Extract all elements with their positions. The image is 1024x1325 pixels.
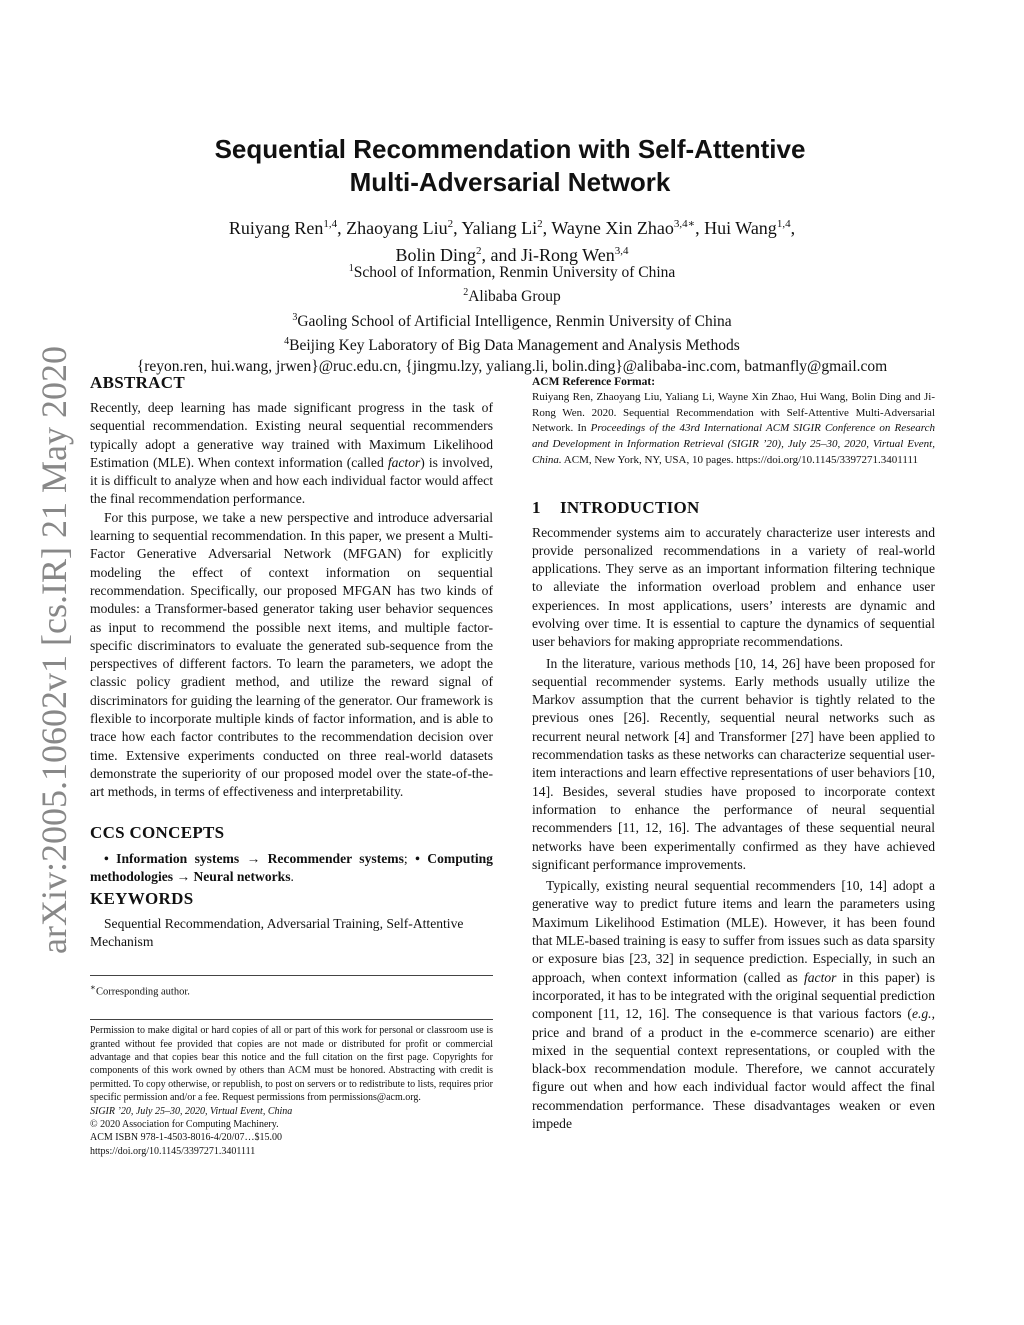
affiliation-item: $^4$Beijing Key Laboratory of Big Data Management and Analysis Methods	[284, 336, 740, 355]
author-affil-mark: 1,4	[776, 218, 791, 230]
paper-title	[120, 133, 900, 199]
author-affil-mark: 2	[476, 245, 482, 257]
author-name: , and Ji-Rong Wen	[481, 245, 615, 265]
right-column	[532, 376, 935, 1133]
arxiv-stamp-text: arXiv:2005.10602v1 [cs.IR] 21 May 2020	[34, 346, 75, 954]
paper-title-line-1: Sequential Recommendation with Self-Attentive	[214, 134, 806, 164]
footnote-rule	[90, 975, 493, 976]
affiliation-item: $^1$School of Information, Renmin University of China	[348, 263, 676, 282]
doi-link[interactable]: https://doi.org/10.1145/3397271.3401111	[90, 1145, 256, 1157]
permission-rule	[90, 1019, 493, 1020]
author-name: Bolin Ding	[395, 245, 477, 265]
affiliation-list	[60, 259, 964, 377]
acm-reference-heading: ACM Reference Format:	[532, 376, 656, 388]
author-emails: {reyon.ren, hui.wang, jrwen}@ruc.edu.cn, {jingmu.lzy, yaliang.li, bolin.ding}@alibaba-inc.com, batmanfly@gmail.com	[136, 357, 888, 375]
abstract-paragraph-2: For this purpose, we take a new perspective and introduce adversarial learning to sequential recommendation. In this paper, we present a Multi-Factor Generative Adversarial Network (MFGAN) for explicitly modeling the effect of context information on sequential recommendation. Specifically, our proposed MFGAN has two kinds of modules: a Transformer-based generator taking user behavior sequences as input to recommend the possible next items, and multiple factor-specific discriminators to evaluate the generated sub-sequence from the perspectives of different factors. To learn the parameters, we adopt the classic policy gradient method, and utilize the reward signal of discriminators for guiding the learning of the generator. Our framework is flexible to incorporate multiple kinds of factor information, and is able to trace how each factor contributes to the recommendation decision over time. Extensive experiments conducted on three real-world datasets demonstrate the superiority of our proposed model over the state-of-the-art methods, in terms of effectiveness and interpretability.	[90, 509, 493, 800]
section-number: 1	[532, 497, 541, 517]
author-name: Ruiyang Ren	[228, 218, 324, 238]
abstract-heading: ABSTRACT	[90, 373, 185, 392]
author-affil-mark: 2	[537, 218, 543, 230]
author-affil-mark: 3,4	[614, 245, 629, 257]
keywords-text: Sequential Recommendation, Adversarial Training, Self-Attentive Mechanism	[90, 916, 464, 950]
ccs-heading: CCS CONCEPTS	[90, 822, 225, 842]
author-line-1	[100, 213, 924, 240]
author-name: , Zhaoyang Liu	[337, 218, 448, 238]
author-affil-mark: 1,4	[323, 218, 338, 230]
left-column	[90, 372, 493, 1158]
arxiv-stamp	[22, 346, 86, 954]
acm-reference-text: Ruiyang Ren, Zhaoyang Liu, Yaliang Li, Wayne Xin Zhao, Hui Wang, Bolin Ding and Ji-Rong Wen. 2020. Sequential Recommendation with Self-Attentive Multi-Adversarial Network. In Proceedings of the 43rd International ACM SIGIR Conference on Research and Development in Information Retrieval (SIGIR ’20), July 25–30, 2020, Virtual Event, China. ACM, New York, NY, USA, 10 pages. https://doi.org/10.1145/3397271.3401111	[532, 391, 935, 466]
author-name: , Wayne Xin Zhao	[542, 218, 674, 238]
author-affil-mark: 2	[447, 218, 454, 230]
intro-paragraph-3: Typically, existing neural sequential recommenders [10, 14] adopt a generative way to predict future items and learn the parameters using Maximum Likelihood Estimation (MLE). However, it has been found that MLE-based training is easy to suffer from issues such as data sparsity or exposure bias [23, 32] in sequence prediction. Especially, in such an approach, when context information (called as factor in this paper) is incorporated, it has to be integrated with the original sequential prediction component [11, 12, 16]. The consequence is that various factors (e.g., price and brand of a product in the e-commerce scenario) are either mixed in the sequential context representations, or coupled with the black-box recommendation module. Therefore, we cannot accurately figure out when and how each individual factor would affect the final recommendation performance. These disadvantages weaken or even impede	[532, 878, 935, 1132]
affiliation-item: $^2$Alibaba Group	[463, 287, 561, 306]
conference-venue: SIGIR ’20, July 25–30, 2020, Virtual Event, China	[90, 1105, 293, 1117]
introduction-heading	[532, 497, 935, 519]
footnote: ∗Corresponding author.	[90, 981, 190, 998]
keywords-heading: KEYWORDS	[90, 889, 194, 909]
copyright-line: © 2020 Association for Computing Machinery.	[90, 1119, 279, 1131]
author-name: , Hui Wang	[695, 218, 777, 238]
abstract-paragraph-1: Recently, deep learning has made significant progress in the task of sequential recommendation. Existing neural sequential recommenders typically adopt a generative way trained with Maximum Likelihood Estimation (MLE). When context information (called factor) is involved, it is difficult to analyze when and how each individual factor would affect the final recommendation performance.	[90, 400, 493, 507]
isbn-line: ACM ISBN 978-1-4503-8016-4/20/07…$15.00	[90, 1132, 282, 1144]
affiliation-item: $^3$Gaoling School of Artificial Intelligence, Renmin University of China	[292, 311, 732, 331]
intro-paragraph-2: In the literature, various methods [10, 14, 26] have been proposed for sequential recommender systems. Early methods usually utilize the Markov assumption that the current behavior is tightly related to the previous ones [26]. Recently, sequential neural networks such as recurrent neural network [4] and Transformer [27] have been applied to recommendation tasks as these networks can characterize sequential user-item interactions and learn effective representations of user behaviors [10, 14]. Besides, several studies have proposed to incorporate context information to enhance the performance of neural sequential recommenders [11, 12, 16]. The advantages of these sequential neural networks have been experimentally confirmed as they have achieved significant performance improvements.	[532, 655, 935, 872]
paper-title-line-2: Multi-Adversarial Network	[349, 167, 671, 197]
section-title: INTRODUCTION	[560, 497, 700, 517]
author-name: , Yaliang Li	[453, 218, 538, 238]
permission-notice: Permission to make digital or hard copies of all or part of this work for personal or classroom use is granted without fee provided that copies are not made or distributed for profit or commercial advantage and that copies bear this notice and the full citation on the first page. Copyrights for components of this work owned by others than ACM must be honored. Abstracting with credit is permitted. To copy otherwise, or republish, to post on servers or to redistribute to lists, requires prior specific permission and/or a fee. Request permissions from permissions@acm.org.	[90, 1025, 493, 1104]
author-separator: ,	[790, 218, 796, 238]
intro-paragraph-1: Recommender systems aim to accurately characterize user interests and provide personalized recommendations in a variety of real-world applications. They serve as an important information filtering technique to alleviate the information overload problem and enhance user experiences. In most applications, users’ interests are dynamic and evolving over time. It is essential to capture the dynamics of sequential user behaviors for making appropriate recommendations.	[532, 524, 935, 650]
author-affil-mark: 3,4∗	[673, 218, 696, 230]
ccs-concepts: • Information systems → Recommender systems; • Computing methodologies → Neural networks.	[90, 850, 493, 884]
